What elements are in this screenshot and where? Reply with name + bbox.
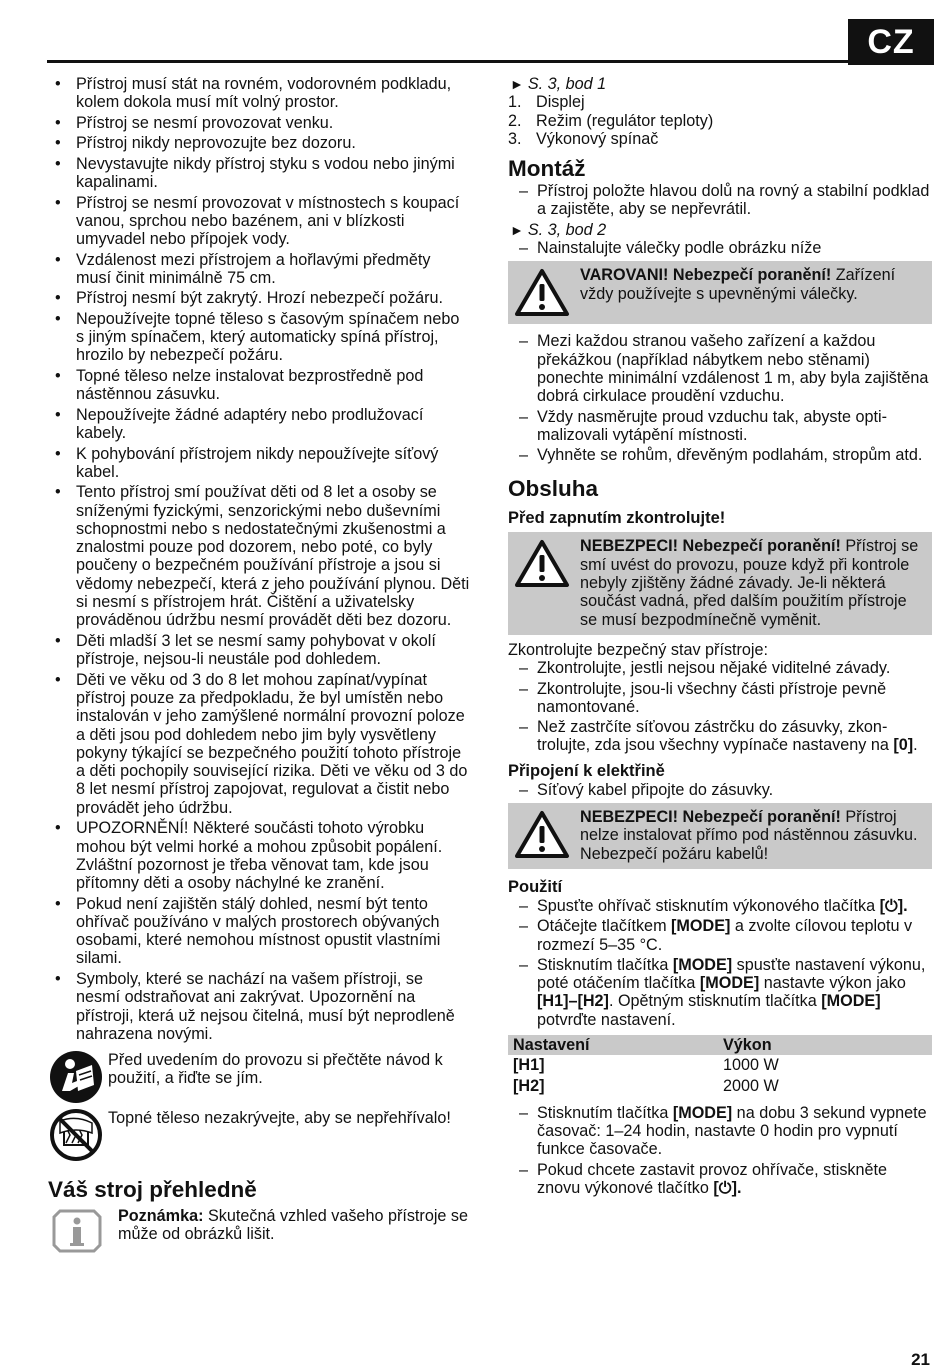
use-steps: [508, 897, 932, 1029]
use-text: . Opětným stisknutím tlačítka: [608, 992, 822, 1011]
mode-key: [MODE]: [672, 955, 733, 974]
reference-1: [508, 75, 932, 93]
part-item: [508, 130, 932, 148]
montaz-steps: [508, 182, 932, 219]
note-box: [48, 1207, 470, 1253]
warning-triangle-icon: [514, 810, 570, 860]
page-number: 21: [911, 1349, 930, 1369]
connect-item: – Síťový kabel připojte do zásuvky.: [508, 781, 932, 799]
part-item: [508, 112, 932, 130]
reference-2: [508, 221, 932, 239]
use-text: na dobu 3 sekund vypnete časovač: 1–24 hodin, nastavte 0 hodin pro vypnutí funkce časovače.: [537, 1103, 927, 1159]
symbol-do-not-cover: [48, 1107, 470, 1163]
use-step: [508, 1161, 932, 1198]
warning-body: Přístroj nelze instalovat přímo pod nástěnnou zásuvku. Nebezpečí požáru kabelů!: [580, 808, 918, 863]
bullet-item: • Symboly, které se nachází na vašem přístroji, se nesmí odstraňovat ani zakrývat. Upozornění na přístroji, která už nejsou čitelná, musí být neprodleně nahrazena novými.: [48, 970, 470, 1043]
mode-key: [MODE]: [821, 992, 881, 1011]
warning-title: NEBEZPECI! Nebezpečí poranění!: [580, 537, 841, 556]
bullet-item: • Nevystavujte nikdy přístroj styku s vodou nebo jinými kapalinami.: [48, 155, 470, 192]
warning-title: NEBEZPECI! Nebezpečí poranění!: [580, 808, 841, 827]
part-number: 1.: [508, 93, 522, 112]
check-item-end: .: [913, 736, 918, 755]
part-number: 2.: [508, 111, 522, 130]
montaz-step: – Nainstalujte válečky podle obrázku níže: [508, 239, 932, 257]
bullet-item: • Topné těleso nelze instalovat bezprostředně pod nástěnnou zásuvku.: [48, 367, 470, 404]
part-label: Výkonový spínač: [536, 129, 659, 148]
check-intro: Zkontrolujte bezpečný stav přístroje:: [508, 640, 769, 659]
bullet-item: • Přístroj se nesmí provozovat v místnostech s koupací vanou, sprchou nebo bazénem, ani v blízkosti umyvadel nebo přípojek vody.: [48, 194, 470, 249]
bullet-item: • Vzdálenost mezi přístrojem a hořlavými předměty musí činit minimálně 75 cm.: [48, 251, 470, 288]
bullet-item: • Děti mladší 3 let se nesmí samy pohybovat v okolí přístroje, nejsou-li neustále pod dohledem.: [48, 632, 470, 669]
left-column: [48, 75, 470, 1253]
part-number: 3.: [508, 129, 522, 148]
power-table: [508, 1035, 932, 1096]
parts-list: [508, 93, 932, 148]
check-item: [508, 718, 932, 755]
note-label: Poznámka:: [118, 1207, 204, 1226]
mode-key: [MODE]: [699, 974, 760, 993]
table-row: [508, 1076, 932, 1096]
table-cell: 1000 W: [723, 1056, 779, 1075]
arrow-icon: ►: [510, 221, 524, 238]
mode-key: [MODE]: [672, 1103, 733, 1122]
use-step: [508, 956, 932, 1029]
check-heading: Před zapnutím zkontrolujte!: [508, 509, 726, 528]
warning-text: [580, 266, 926, 303]
check-items: [508, 659, 932, 754]
warning-box-socket: [508, 803, 932, 869]
warning-triangle-icon: [514, 539, 570, 589]
use-step: [508, 1104, 932, 1159]
obsluha-heading: Obsluha: [508, 476, 599, 502]
switch-key: [0]: [893, 736, 914, 755]
warning-text: [580, 808, 926, 863]
note-body: Skutečná vzhled vašeho přístroje se může od obrázků lišit.: [118, 1207, 469, 1244]
montaz-heading: Montáž: [508, 156, 586, 182]
use-steps-2: [508, 1104, 932, 1197]
use-step: [508, 917, 932, 954]
bullet-item: • Přístroj musí stát na rovném, vodorovném podkladu, kolem dokola musí mít volný prostor.: [48, 75, 470, 112]
power-key-close: ].: [731, 1179, 742, 1198]
info-icon: [52, 1209, 102, 1253]
use-text: a zvolte cílovou teplotu v rozmezí 5–35 °C.: [537, 917, 913, 954]
check-item-text: Než zastrčíte síťovou zástrčku do zásuvky, zkontrolujte, zda jsou všechny vypínače nastaveny na: [537, 718, 894, 755]
bullet-item: • Nepoužívejte žádné adaptéry nebo prodlužovací kabely.: [48, 406, 470, 443]
language-badge: CZ: [848, 19, 934, 65]
do-not-cover-text: Topné těleso nezakrývejte, aby se nepřehřívalo!: [108, 1109, 451, 1128]
check-item: – Zkontrolujte, jsou-li všechny části přístroje pevně namontované.: [508, 680, 932, 717]
table-cell: [H1]: [513, 1056, 545, 1075]
bullet-item: • Děti ve věku od 3 do 8 let mohou zapínat/vypínat přístroj pouze za předpokladu, že byl umístěn nebo instalován v jeho zamýšlené normální provozní poloze a děti jsou pod dohledem nebo jim byly vysvětleny pokyny týkající se bezpečného použití tohoto přístroje a děti pochopily související rizika. Děti ve věku od 3 do 8 let nesmí přístroj zapojovat, regulovat a čistit nebo provádět jeho údržbu.: [48, 671, 470, 817]
bullet-item: • Přístroj nesmí být zakrytý. Hrozí nebezpečí požáru.: [48, 289, 470, 307]
use-heading: Použití: [508, 877, 563, 896]
read-manual-text: Před uvedením do provozu si přečtěte návod k použití, a řiďte se jím.: [108, 1051, 443, 1088]
use-text: Stisknutím tlačítka: [537, 1103, 673, 1122]
montaz-step: – Vždy nasměrujte proud vzduchu tak, abyste optimalizovali vytápění místnosti.: [508, 408, 932, 445]
warning-text: [580, 537, 926, 628]
bullet-item: • Nepoužívejte topné těleso s časovým spínačem nebo s jiným spínačem, který automaticky spíná přístroj, hrozilo by nebezpečí požáru.: [48, 310, 470, 365]
safety-bullets: [48, 75, 470, 1043]
power-level-keys: [H1]–[H2]: [537, 992, 609, 1011]
use-text: Stisknutím tlačítka: [537, 955, 673, 974]
power-key-open: [: [713, 1179, 719, 1198]
power-key-close: ].: [897, 896, 908, 915]
montaz-steps-2: [508, 239, 932, 257]
arrow-icon: ►: [510, 76, 524, 92]
montaz-step: – Mezi každou stranou vašeho zařízení a každou překážkou (například nábytkem nebo stěnami) ponechte minimální vzdálenost 1 m, aby byla zajištěna dobrá cirkulace proudění vzduchu.: [508, 332, 932, 405]
power-icon: ⏻: [718, 1179, 732, 1198]
montaz-step: – Přístroj položte hlavou dolů na rovný a stabilní podklad a zajistěte, aby se nepřevrátil.: [508, 182, 932, 219]
column-header: Nastavení: [508, 1035, 718, 1055]
check-item: – Zkontrolujte, jestli nejsou nějaké viditelné závady.: [508, 659, 932, 677]
mode-key: [MODE]: [671, 917, 731, 936]
right-column: [508, 75, 932, 1199]
warning-title: VAROVANI! Nebezpečí poranění!: [580, 266, 832, 285]
power-key-open: [: [879, 896, 885, 915]
read-manual-icon: [48, 1049, 104, 1105]
column-header: Výkon: [718, 1035, 932, 1055]
montaz-steps-after: [508, 332, 932, 464]
warning-triangle-icon: [514, 268, 570, 318]
do-not-cover-icon: [48, 1107, 104, 1163]
table-cell: 2000 W: [723, 1076, 779, 1095]
use-text: Pokud chcete zastavit provoz ohřívače, stiskněte znovu výkonové tlačítko: [537, 1160, 888, 1198]
connect-heading: Připojení k elektřině: [508, 761, 665, 780]
reference-1-text: S. 3, bod 1: [527, 75, 607, 93]
part-label: Displej: [536, 93, 585, 112]
overview-heading: Váš stroj přehledně: [48, 1177, 257, 1203]
bullet-item: • UPOZORNĚNÍ! Některé součásti tohoto výrobku mohou být velmi horké a mohou způsobit popálení. Zvláštní pozornost je třeba věnovat tam, kde jsou přítomny děti a osoby náchylné ke zranění.: [48, 819, 470, 892]
note-text: [118, 1207, 470, 1244]
bullet-item: • K pohybování přístrojem nikdy nepoužívejte síťový kabel.: [48, 445, 470, 482]
connect-items: [508, 781, 932, 799]
table-cell: [H2]: [513, 1076, 545, 1095]
use-text: Otáčejte tlačítkem: [537, 917, 672, 936]
symbol-read-manual: [48, 1049, 470, 1105]
bullet-item: • Přístroj nikdy neprovozujte bez dozoru.: [48, 134, 470, 152]
use-text: nastavte výkon jako: [759, 974, 906, 993]
warning-body: Přístroj se smí uvést do provozu, pouze když při kontrole nebyly zjištěny žádné závady. Je-li některá součást vadná, před dalším použitím přístroje se musí bezpodmínečně vyměnit.: [580, 537, 919, 629]
warning-box-rollers: [508, 261, 932, 324]
montaz-step: – Vyhněte se rohům, dřevěným podlahám, stropům atd.: [508, 446, 932, 464]
bullet-item: • Tento přístroj smí používat děti od 8 let a osoby se sníženými fyzickými, senzorickými nebo duševními schopnostmi nebo s nedostatečnými zkušenostmi a znalostmi pouze pod dozorem, nebo poté, co byly poučeny o bezpečném používání přístroje a jsou si vědomy nebezpečí, která z jeho používání plynou. Děti si nesmí s přístrojem hrát. Čištění a uživatelsky prováděnou údržbu nesmí provádět děti bez dozoru.: [48, 483, 470, 629]
table-header-row: [508, 1035, 932, 1055]
table-row: [508, 1055, 932, 1075]
bullet-item: • Přístroj se nesmí provozovat venku.: [48, 114, 470, 132]
power-icon: ⏻: [884, 896, 898, 915]
reference-2-text: S. 3, bod 2: [527, 220, 607, 239]
use-text: spusťte nastavení výkonu, poté otáčením tlačítka: [537, 955, 926, 993]
use-text: potvrďte nastavení.: [537, 1010, 676, 1029]
part-item: [508, 93, 932, 111]
part-label: Režim (regulátor teploty): [536, 111, 714, 130]
warning-body: Zařízení vždy používejte s upevněnými válečky.: [580, 266, 896, 303]
top-rule: [47, 60, 848, 63]
bullet-item: • Pokud není zajištěn stálý dohled, nesmí být tento ohřívač používáno v malých prostorech obývaných osobami, které nemohou místnost opustit vlastními silami.: [48, 895, 470, 968]
warning-box-check: [508, 532, 932, 634]
use-step: [508, 897, 932, 915]
use-text: Spusťte ohřívač stisknutím výkonového tlačítka: [537, 896, 880, 915]
